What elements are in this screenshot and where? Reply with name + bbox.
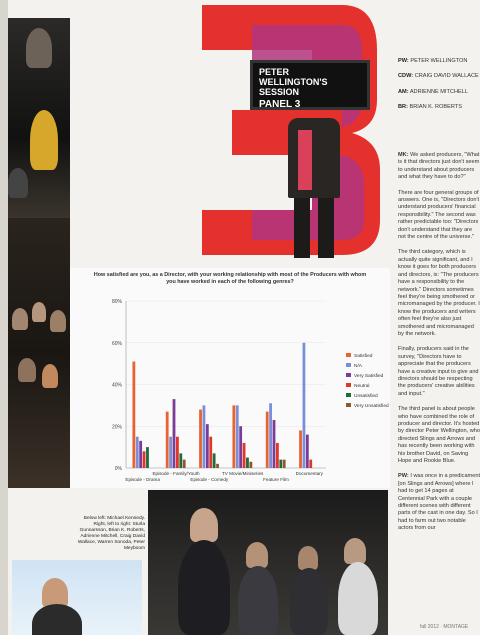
bar xyxy=(213,453,216,468)
bar xyxy=(236,405,239,468)
legend-label: Very Satisfied xyxy=(354,374,384,379)
legend-swatch xyxy=(346,393,351,397)
bar xyxy=(249,462,252,468)
bar xyxy=(132,362,135,468)
page-footer: fall 2012 · MONTAGE xyxy=(420,624,469,630)
legend-label: N/A xyxy=(354,364,362,369)
audience-photo xyxy=(8,218,70,488)
bar xyxy=(279,460,282,468)
y-tick-label: 60% xyxy=(111,340,122,347)
stage-photo xyxy=(8,18,70,218)
legend-swatch xyxy=(346,383,351,387)
legend-swatch xyxy=(346,363,351,367)
bar xyxy=(146,447,149,468)
speaker-name: BRIAN K. ROBERTS xyxy=(409,104,462,111)
legend-label: Very Unsatisfied xyxy=(354,404,389,409)
bar xyxy=(136,437,139,468)
paragraph xyxy=(398,346,480,398)
bar xyxy=(246,458,249,468)
bar xyxy=(173,399,176,468)
article-body xyxy=(398,152,480,541)
bar xyxy=(299,430,302,468)
photo-caption: Below left: Michael Kennedy. Right, left to right: Sturla Gunnarsson, Brian K. Roberts, Adrienne Mitchell, Craig David Wallace, Warren Sonoda, Peter Meyboom xyxy=(77,516,145,551)
bar xyxy=(243,443,246,468)
legend-label: Neutral xyxy=(354,384,370,389)
para-text: We asked producers, "What is it that directors just don't seem to understand about producers and what they have to do?" xyxy=(398,152,480,181)
bar xyxy=(276,443,279,468)
sign-line-2: WELLINGTON'S xyxy=(259,77,328,87)
speaker-code: BR: xyxy=(398,104,408,111)
bar xyxy=(269,403,272,468)
sign-panel: PANEL 3 xyxy=(259,99,301,110)
x-tick-label: Episode - Comedy xyxy=(190,477,229,482)
sign-line-3: SESSION xyxy=(259,87,300,97)
bar xyxy=(206,424,209,468)
y-tick-label: 0% xyxy=(114,466,122,472)
x-tick-label: Episode - Family/Youth xyxy=(152,471,200,476)
speaker-list xyxy=(398,58,480,120)
para-text: The third category, which is actually quite significant, and I know it goes for both producers and directors, is: "The producers have a responsibility to the network." Directors sometimes feel they're being smothered or micromanaged by the producer. I know the producers and writers often feel they're also just smothered and micromanaged by the network. xyxy=(398,249,480,337)
x-tick-label: Documentary xyxy=(295,471,323,476)
bar xyxy=(306,435,309,468)
chart-title: How satisfied are you, as a Director, with your working relationship with most of the Producers with whom you have worked in each of the following genres? xyxy=(93,272,367,285)
speaker-name: ADRIENNE MITCHELL xyxy=(409,88,468,95)
presenter-figure xyxy=(258,100,368,260)
paragraph xyxy=(398,249,480,338)
bar xyxy=(203,405,206,468)
satisfaction-chart xyxy=(70,268,390,488)
speaker-code: AM: xyxy=(398,88,409,95)
paragraph xyxy=(398,406,480,465)
y-tick-label: 20% xyxy=(111,424,122,431)
panel-audience-photo xyxy=(148,490,388,635)
bar xyxy=(239,426,242,468)
paragraph xyxy=(398,190,480,242)
bar xyxy=(266,412,269,468)
para-text: Finally, producers said in the survey, "Directors have to appreciate that the producers have a creative input to give and directors should be respecting the producers' creative abilities and input." xyxy=(398,346,479,397)
bar xyxy=(179,453,182,468)
legend-swatch xyxy=(346,373,351,377)
session-sign xyxy=(250,60,370,110)
legend-label: Satisfied xyxy=(354,354,373,359)
paragraph xyxy=(398,473,480,532)
bar xyxy=(283,460,286,468)
page-gutter xyxy=(0,0,8,635)
legend-label: Unsatisfied xyxy=(354,394,378,399)
speaker-code: CDW: xyxy=(398,73,414,80)
y-tick-label: 80% xyxy=(111,299,122,305)
para-lead: PW: xyxy=(398,473,409,480)
speaker-name: PETER WELLINGTON xyxy=(410,58,468,64)
bar xyxy=(232,405,235,468)
legend-swatch xyxy=(346,403,351,407)
para-text: I was once in a predicament [on Slings and Arrows] where I had to get 14 pages at Centennial Park with a couple different scenes with different parts of the cast in one day. So I had to farm out two notable actors from our xyxy=(398,473,480,532)
bar xyxy=(143,451,146,468)
speaker-photo xyxy=(12,560,142,635)
x-tick-label: TV Movie/Miniseries xyxy=(221,471,264,476)
x-tick-label: Feature Film xyxy=(263,477,289,482)
bar xyxy=(176,437,179,468)
chart-svg xyxy=(70,268,390,488)
bar xyxy=(199,410,202,468)
speaker-2 xyxy=(398,89,480,96)
bar xyxy=(273,420,276,468)
legend-swatch xyxy=(346,353,351,357)
bar xyxy=(183,460,186,468)
bar xyxy=(303,343,306,468)
x-tick-label: Episode - Drama xyxy=(125,477,160,482)
bar xyxy=(309,460,312,468)
bar xyxy=(166,412,169,468)
para-lead: MK: xyxy=(398,152,409,158)
paragraph xyxy=(398,152,480,182)
y-tick-label: 40% xyxy=(111,382,122,389)
bar xyxy=(209,437,212,468)
para-text: There are four general groups of answers. One is, "Directors don't understand producers' financial responsibility." The second was rather predictable too: "Directors don't understand that they are not the centre of the universe." xyxy=(398,189,480,241)
bar xyxy=(169,437,172,468)
speaker-code: PW: xyxy=(398,58,409,64)
sign-line-1: PETER xyxy=(259,67,290,77)
para-text: The third panel is about people who have combined the role of producer and director. It's hosted by director Peter Wellington, who directed Slings and Arrows and has recently been working with his brother David, on Saving Hope and Rookie Blue. xyxy=(398,406,480,465)
speaker-name: CRAIG DAVID WALLACE xyxy=(414,73,479,80)
bar xyxy=(139,441,142,468)
bar xyxy=(216,464,219,468)
speaker-3 xyxy=(398,104,480,111)
speaker-0 xyxy=(398,58,480,65)
speaker-1 xyxy=(398,73,480,80)
